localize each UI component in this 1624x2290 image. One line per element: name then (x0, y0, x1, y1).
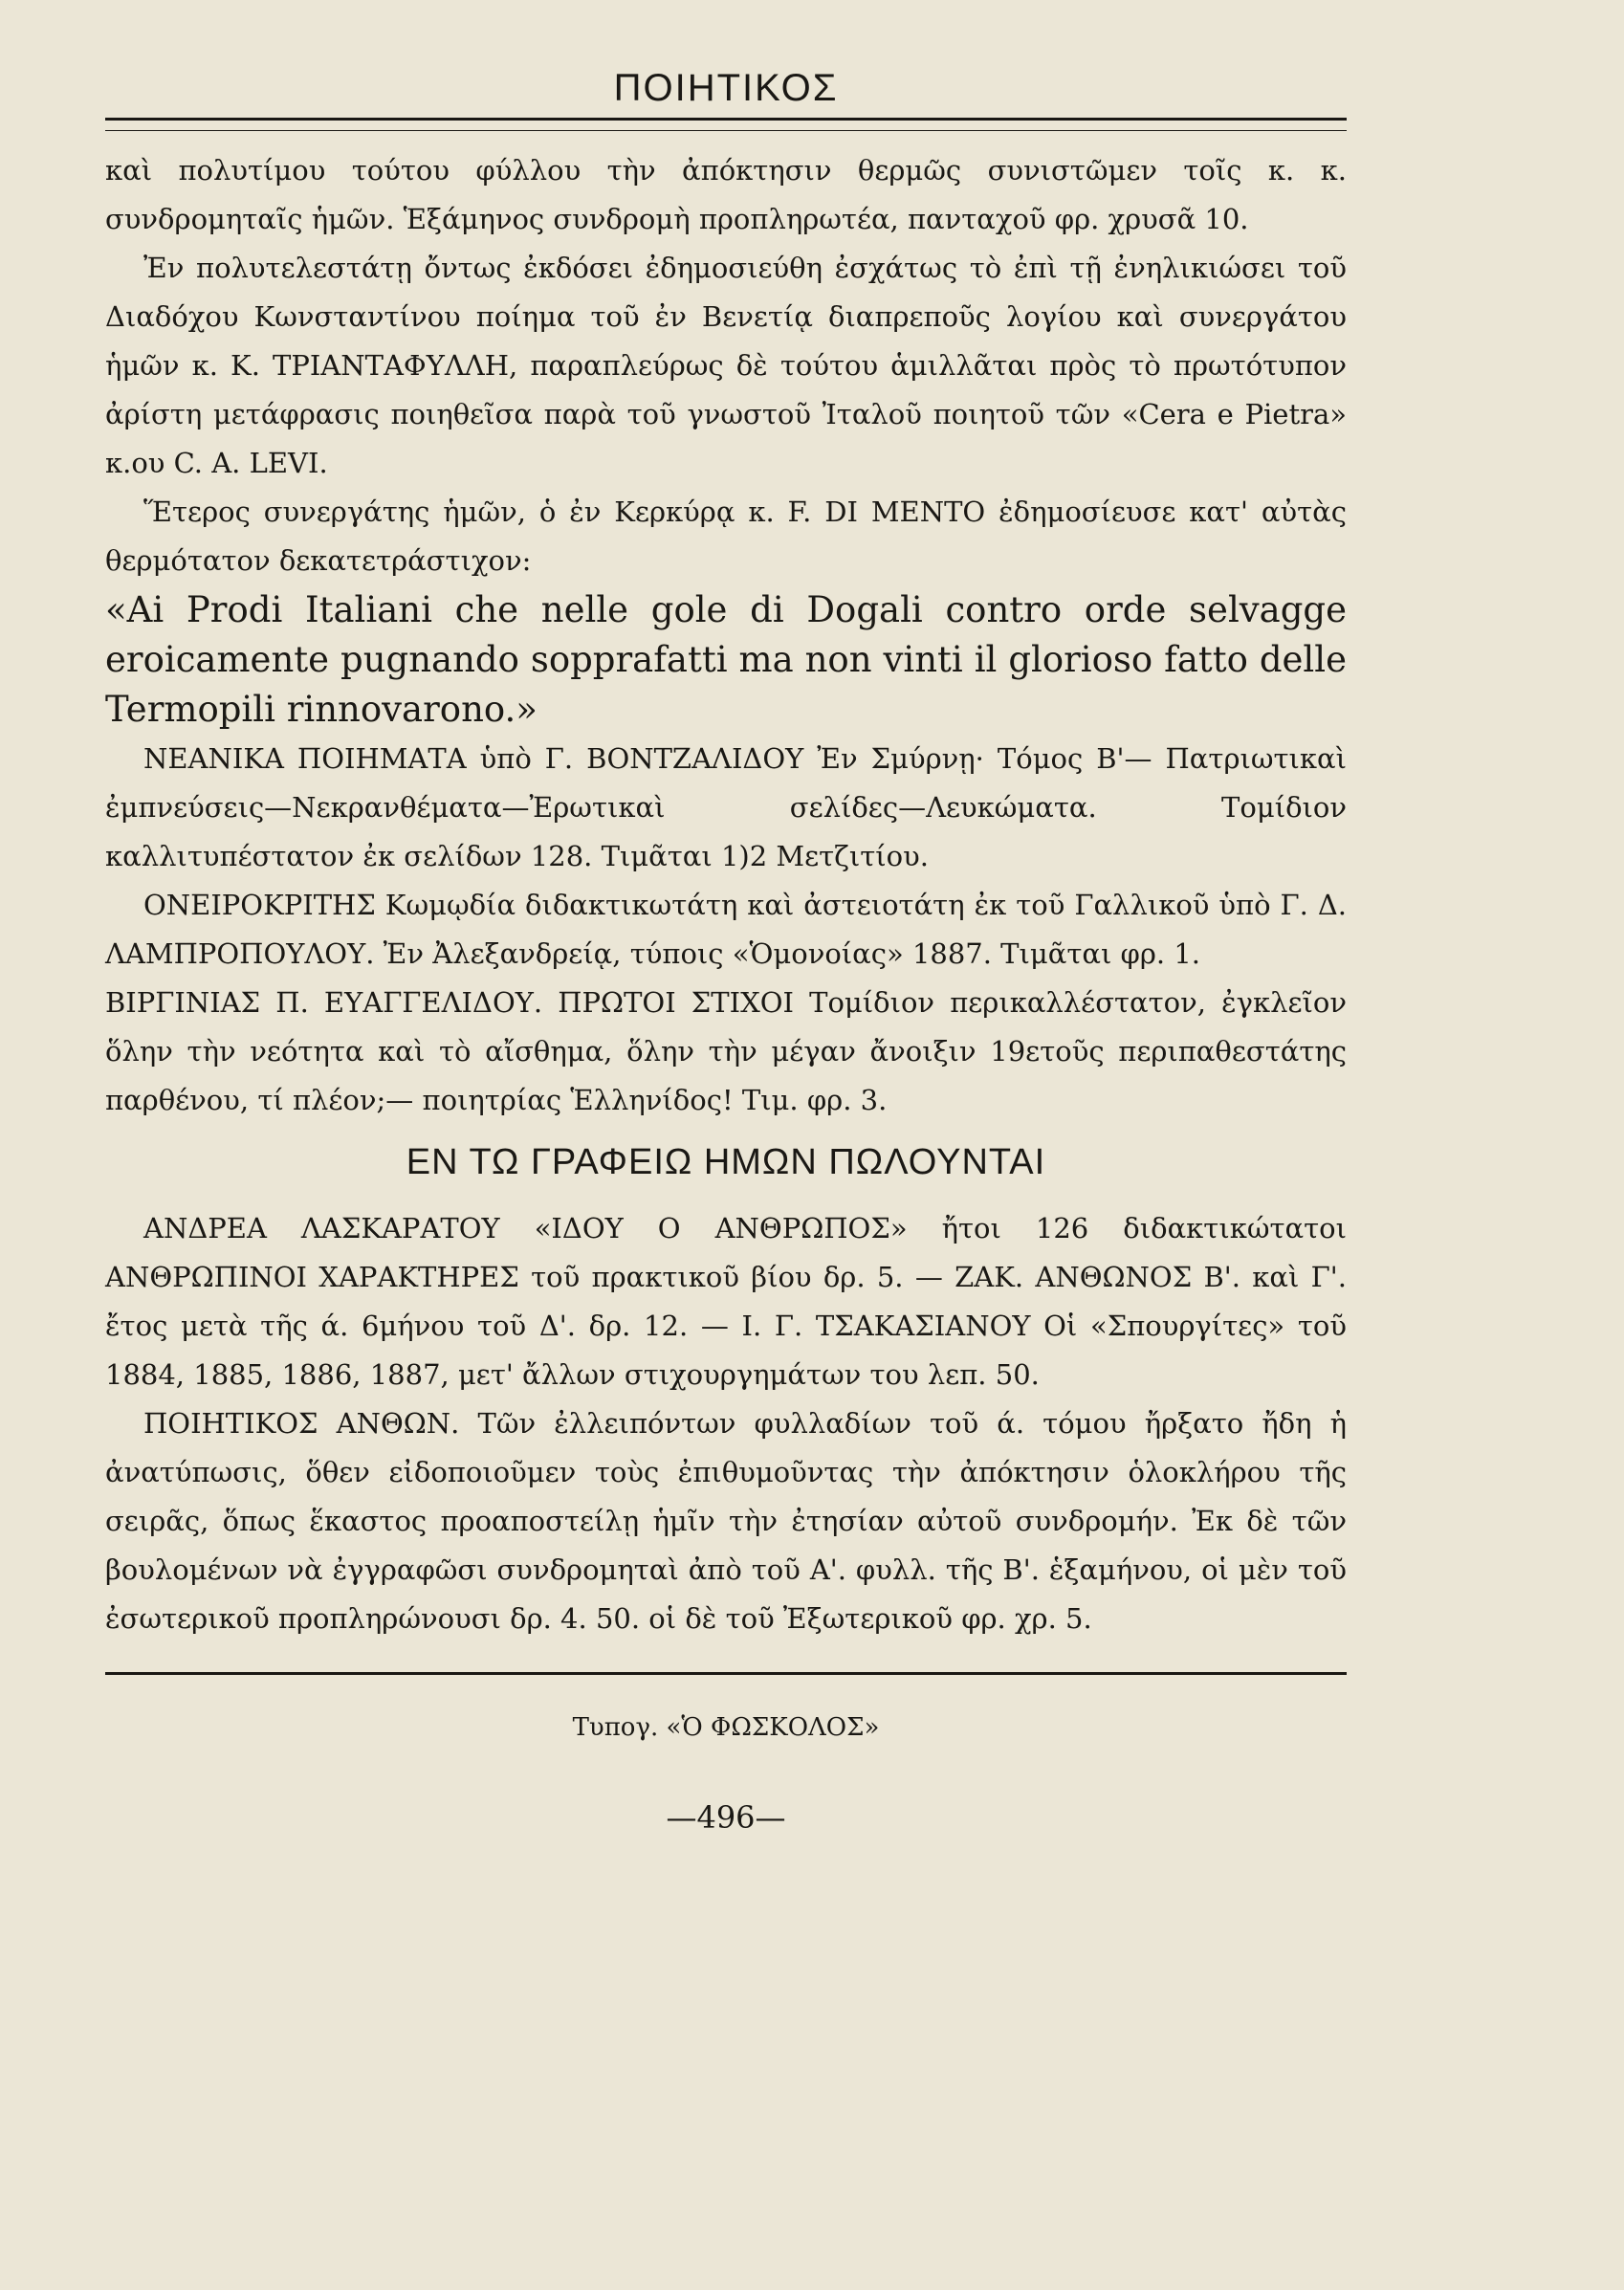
paragraph-oneirokritis: ΟΝΕΙΡΟΚΡΙΤΗΣ Κωμῳδία διδακτικωτάτη καὶ ἀστειοτάτη ἐκ τοῦ Γαλλικοῦ ὑπὸ Γ. Δ. ΛΑΜΠΡΟΠΟΥΛΟΥ. Ἐν Ἀλεξανδρείᾳ, τύποις «Ὁμονοίας» 1887. Τιμᾶται φρ. 1. (105, 889, 1347, 970)
page-title: ΠΟΙΗΤΙΚΟΣ (613, 67, 839, 109)
paragraph-di-mento: Ἕτερος συνεργάτης ἡμῶν, ὁ ἐν Κερκύρᾳ κ. F. DI MENTO ἐδημοσίευσε κατ' αὐτὰς θερμότατον δεκατετράστιχον: (105, 495, 1347, 577)
header-rule (105, 118, 1347, 131)
paragraph-laskaratos: ΑΝΔΡΕΑ ΛΑΣΚΑΡΑΤΟΥ «ΙΔΟΥ Ο ΑΝΘΡΩΠΟΣ» ἤτοι 126 διδακτικώτατοι ΑΝΘΡΩΠΙΝΟΙ ΧΑΡΑΚΤΗΡΕΣ τοῦ πρακτικοῦ βίου δρ. 5. — ΖΑΚ. ΑΝΘΩΝΟΣ Β'. καὶ Γ'. ἔτος μετὰ τῆς ά. 6μήνου τοῦ Δ'. δρ. 12. — Ι. Γ. ΤΣΑΚΑΣΙΑΝΟΥ Οἱ «Σπουργίτες» τοῦ 1884, 1885, 1886, 1887, μετ' ἄλλων στιχουργημάτων του λεπ. 50. (105, 1212, 1347, 1391)
paragraph-poiitikos-anthon: ΠΟΙΗΤΙΚΟΣ ΑΝΘΩΝ. Τῶν ἐλλειπόντων φυλλαδίων τοῦ ά. τόμου ἤρξατο ἤδη ἡ ἀνατύπωσις, ὅθεν εἰδοποιοῦμεν τοὺς ἐπιθυμοῦντας τὴν ἀπόκτησιν ὁλοκλήρου τῆς σειρᾶς, ὅπως ἕκαστος προαποστείλῃ ἡμῖν τὴν ἐτησίαν αὐτοῦ συνδρομήν. Ἐκ δὲ τῶν βουλομένων νὰ ἐγγραφῶσι συνδρομηταὶ ἀπὸ τοῦ Α'. φυλλ. τῆς Β'. ἑξαμήνου, οἱ μὲν τοῦ ἐσωτερικοῦ προπληρώνουσι δρ. 4. 50. οἱ δὲ τοῦ Ἐξωτερικοῦ φρ. χρ. 5. (105, 1407, 1347, 1635)
paragraph-virginias: ΒΙΡΓΙΝΙΑΣ Π. ΕΥΑΓΓΕΛΙΔΟΥ. ΠΡΩΤΟΙ ΣΤΙΧΟΙ Τομίδιον περικαλλέστατον, ἐγκλεῖον ὅλην τὴν νεότητα καὶ τὸ αἴσθημα, ὅλην τὴν μέγαν ἄνοιξιν 19ετοῦς περιπαθεστάτης παρθένου, τί πλέον;— ποιητρίας Ἑλληνίδος! Τιμ. φρ. 3. (105, 986, 1347, 1116)
section-heading: ΕΝ ΤΩ ΓΡΑΦΕΙΩ ΗΜΩΝ ΠΩΛΟΥΝΤΑΙ (406, 1142, 1046, 1182)
paragraph-neanika: ΝΕΑΝΙΚΑ ΠΟΙΗΜΑΤΑ ὑπὸ Γ. ΒΟΝΤΖΑΛΙΔΟΥ Ἐν Σμύρνῃ· Τόμος Β'— Πατριωτικαὶ ἐμπνεύσεις—Νεκρανθέματα—Ἐρωτικαὶ σελίδες—Λευκώματα. Τομίδιον καλλιτυπέστατον ἐκ σελίδων 128. Τιμᾶται 1)2 Μετζιτίου. (105, 742, 1347, 872)
printer-imprint: Τυπογ. «Ὁ ΦΩΣΚΟΛΟΣ» (572, 1713, 880, 1742)
paragraph-italian-quote: «Ai Prodi Italiani che nelle gole di Dogali contro orde selvagge eroicamente pugnando sopprafatti ma non vinti il glorioso fatto delle Termopili rinnovarono.» (105, 589, 1347, 730)
article-column (105, 146, 1347, 1125)
page-number: —496— (666, 1799, 786, 1836)
paragraph-triantafyllis: Ἐν πολυτελεστάτῃ ὄντως ἐκδόσει ἐδημοσιεύθη ἐσχάτως τὸ ἐπὶ τῇ ἐνηλικιώσει τοῦ Διαδόχου Κωνσταντίνου ποίημα τοῦ ἐν Βενετίᾳ διαπρεποῦς λογίου καὶ συνεργάτου ἡμῶν κ. Κ. ΤΡΙΑΝΤΑΦΥΛΛΗ, παραπλεύρως δὲ τούτου ἁμιλλᾶται πρὸς τὸ πρωτότυπον ἀρίστη μετάφρασις ποιηθεῖσα παρὰ τοῦ γνωστοῦ Ἰταλοῦ ποιητοῦ τῶν «Cera e Pietra» κ.ου C. A. LEVI. (105, 252, 1347, 479)
sale-list (105, 1204, 1347, 1643)
paragraph-subscription: καὶ πολυτίμου τούτου φύλλου τὴν ἀπόκτησιν θερμῶς συνιστῶμεν τοῖς κ. κ. συνδρομηταῖς ἡμῶν. Ἑξάμηνος συνδρομὴ προπληρωτέα, πανταχοῦ φρ. χρυσᾶ 10. (105, 154, 1347, 235)
footer-rule (105, 1672, 1347, 1675)
